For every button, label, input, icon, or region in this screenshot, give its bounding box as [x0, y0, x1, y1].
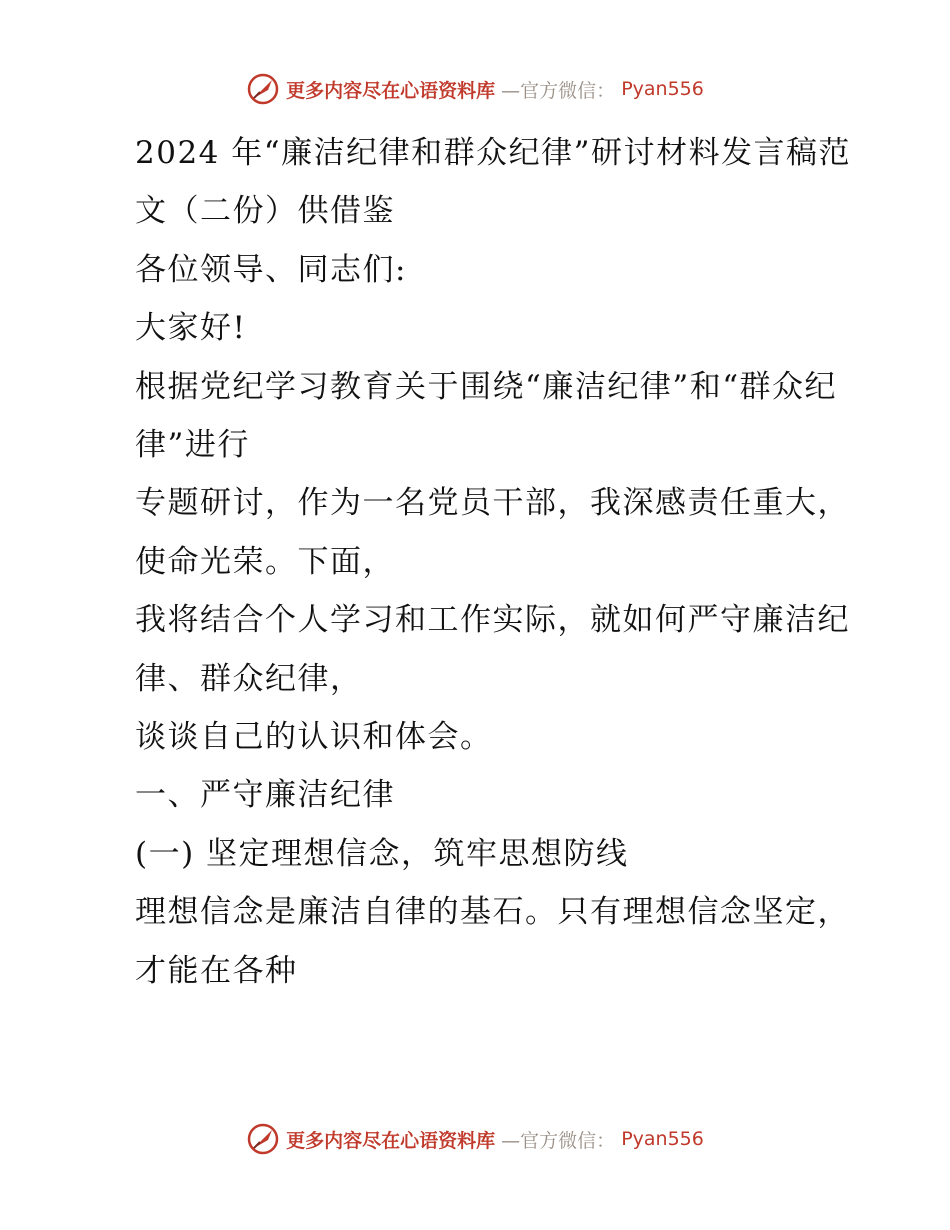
subsection-heading: (一) 坚定理想信念，筑牢思想防线 — [135, 835, 629, 872]
paragraph: 理想信念是廉洁自律的基石。只有理想信念坚定，才能在各种 — [135, 894, 850, 989]
paragraph: 谈谈自己的认识和体会。 — [135, 719, 493, 756]
paragraph: 我将结合个人学习和工作实际，就如何严守廉洁纪律、群众纪律， — [135, 602, 850, 697]
footer-watermark — [0, 1122, 950, 1156]
greeting: 大家好! — [135, 310, 247, 347]
watermark-main-text: 更多内容尽在心语资料库 — [286, 1129, 496, 1152]
paragraph: 专题研讨，作为一名党员干部，我深感责任重大，使命光荣。下面， — [135, 485, 850, 580]
doc-title: 2024 年“廉洁纪律和群众纪律”研讨材料发言稿范 — [135, 135, 851, 171]
header-watermark — [0, 72, 950, 106]
watermark-sub-text: —官方微信： — [501, 1129, 616, 1152]
section-heading: 一、严守廉洁纪律 — [135, 777, 395, 814]
watermark-main-text: 更多内容尽在心语资料库 — [286, 79, 496, 102]
salutation: 各位领导、同志们: — [135, 251, 407, 288]
doc-title-continued: 文（二份）供借鉴 — [135, 193, 395, 230]
quill-logo-icon — [246, 72, 280, 106]
quill-logo-icon — [246, 1122, 280, 1156]
watermark-handle: Pyan556 — [621, 1128, 704, 1150]
paragraph: 根据党纪学习教育关于围绕“廉洁纪律”和“群众纪律”进行 — [135, 368, 838, 464]
watermark-sub-text: —官方微信： — [501, 79, 616, 102]
watermark-handle: Pyan556 — [621, 78, 704, 100]
document-body — [97, 124, 857, 1000]
